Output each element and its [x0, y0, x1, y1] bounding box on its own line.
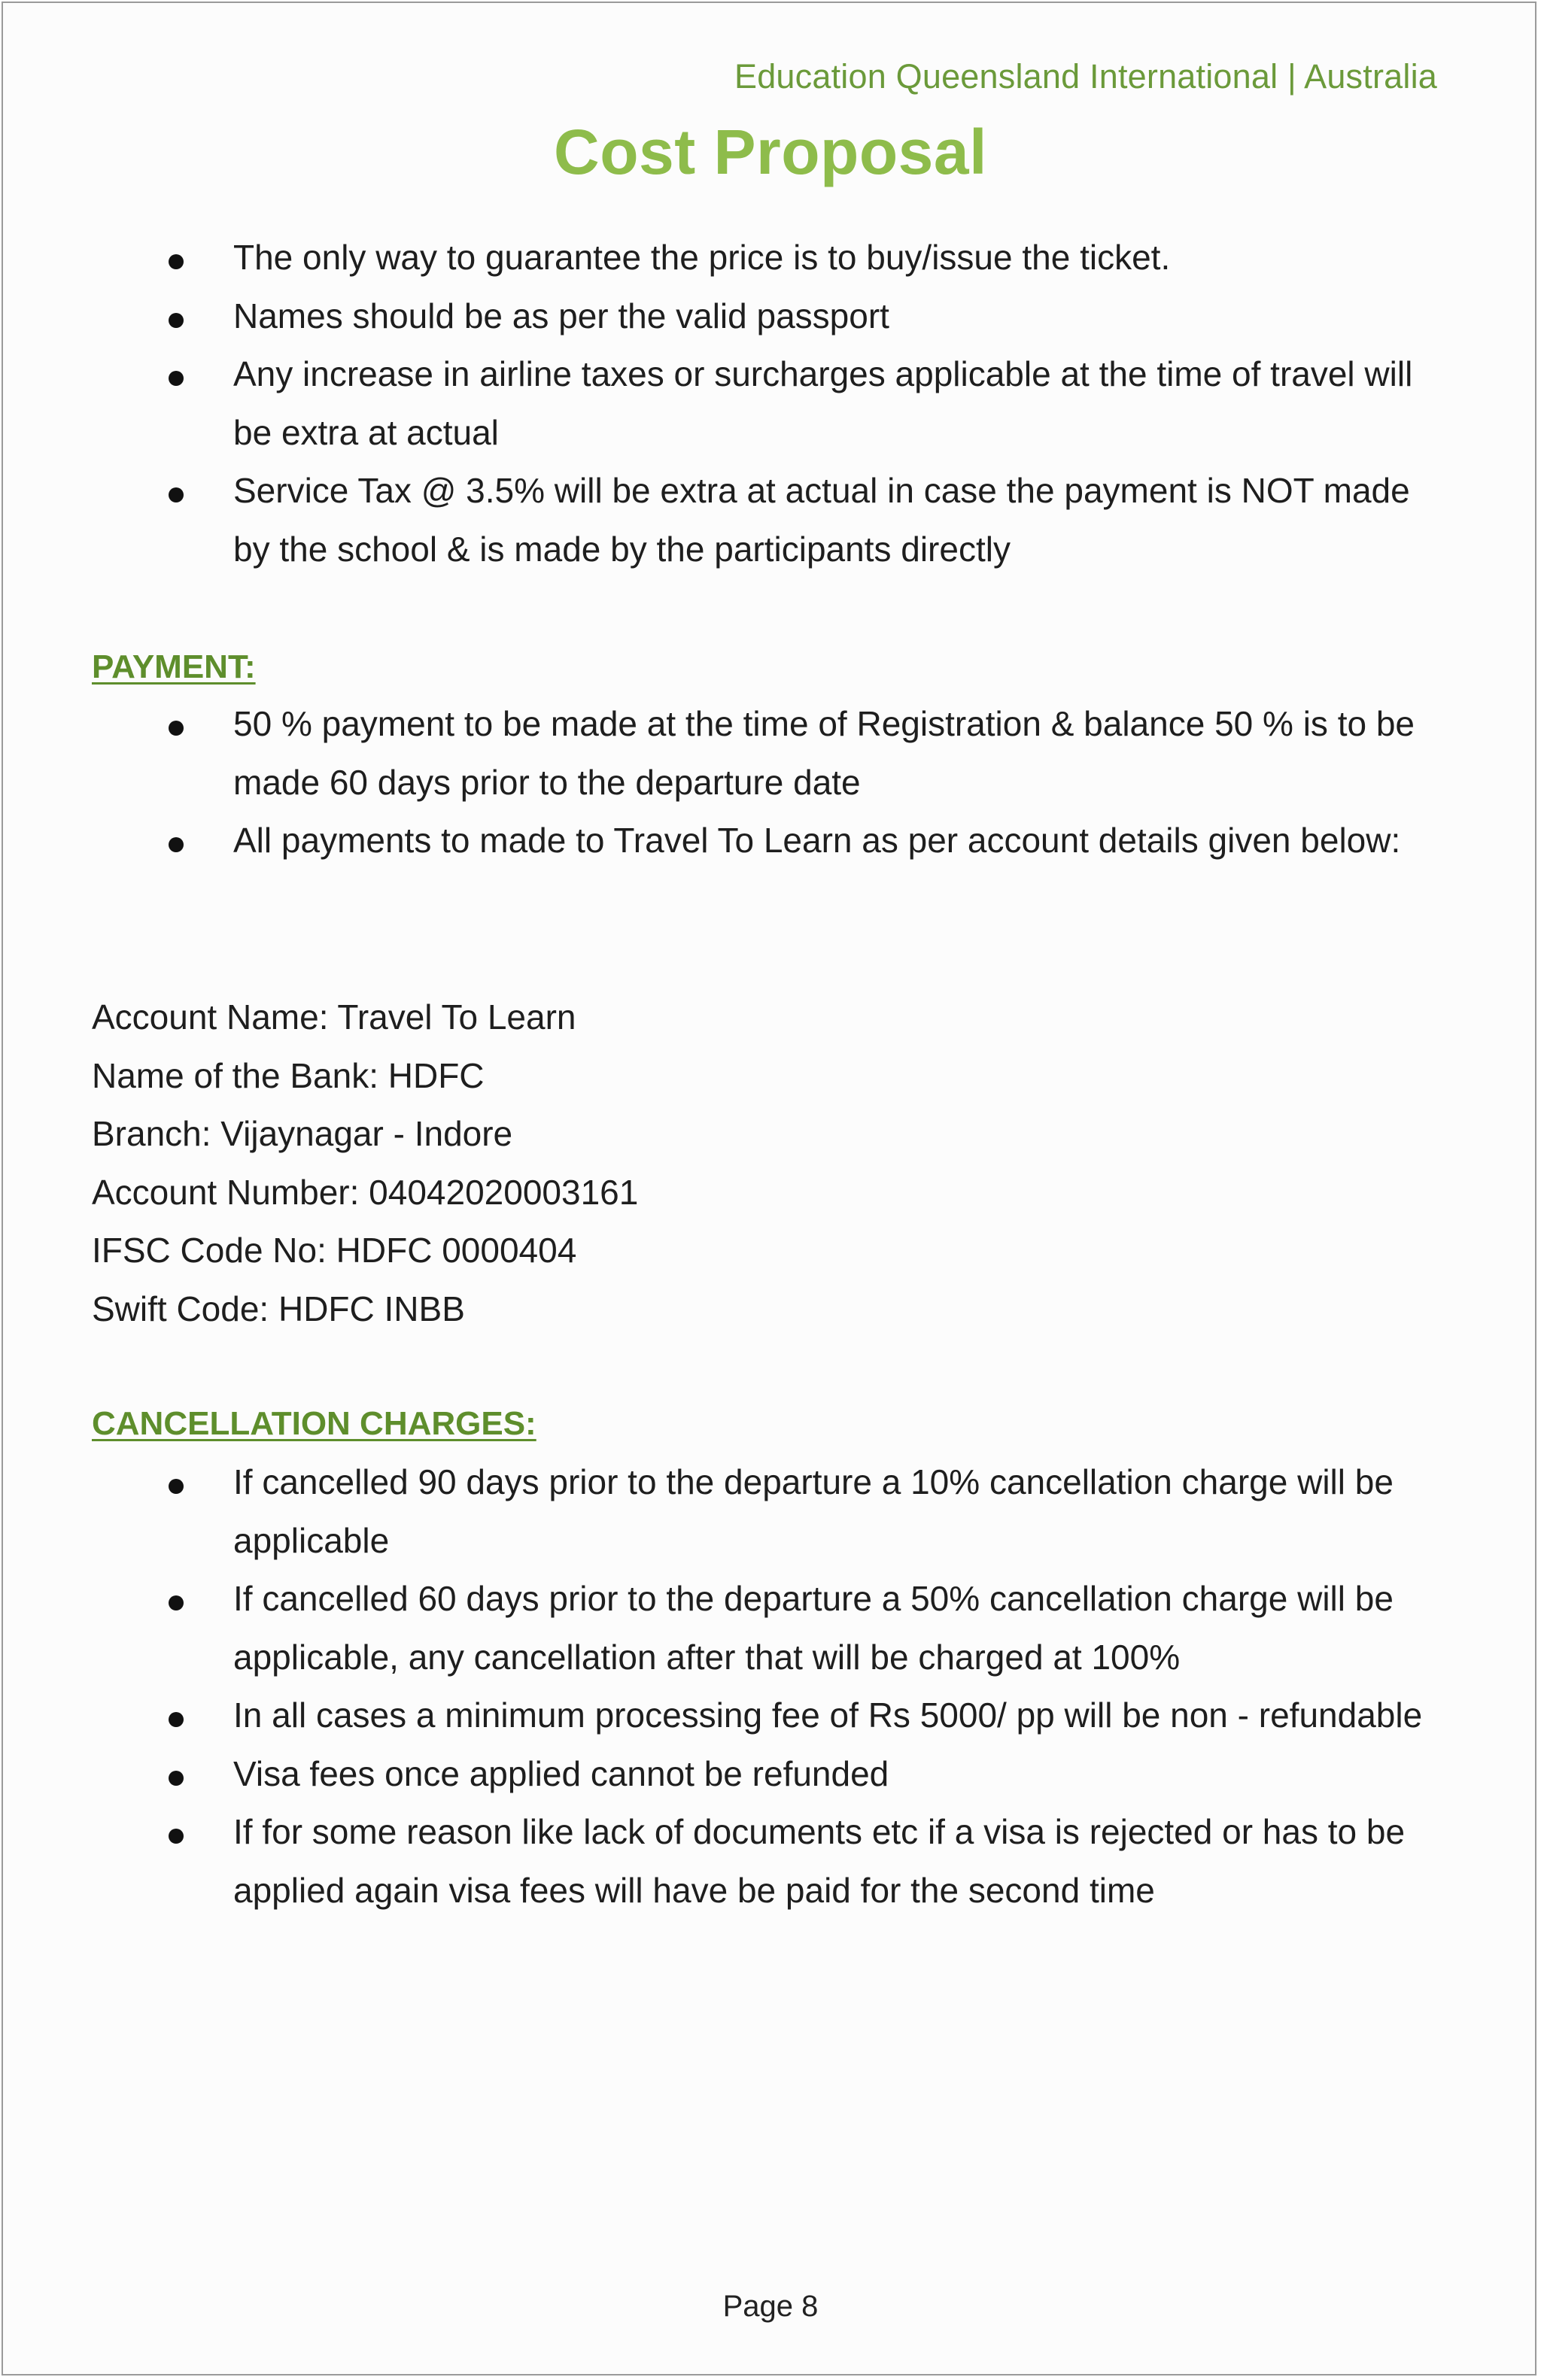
list-item	[3, 462, 1538, 578]
list-item-text: In all cases a minimum processing fee of Rs 5000/ pp will be non - refundable	[233, 1695, 1423, 1735]
branch: Branch: Vijaynagar - Indore	[92, 1114, 513, 1153]
list-item-text: Visa fees once applied cannot be refunded	[233, 1753, 889, 1793]
bullet-icon	[169, 837, 184, 852]
account-name: Account Name: Travel To Learn	[92, 997, 576, 1037]
bank-name: Name of the Bank: HDFC	[92, 1055, 485, 1095]
bullet-icon	[169, 1595, 184, 1610]
list-item-text: Names should be as per the valid passport	[233, 296, 889, 335]
bullet-icon	[169, 487, 184, 502]
list-item-text: If cancelled 60 days prior to the departure a 50% cancellation charge will be applicable, any cancellation after that will be charged at 100%	[233, 1579, 1394, 1677]
list-item	[3, 1570, 1538, 1686]
list-item	[3, 1803, 1538, 1920]
list-item	[3, 812, 1538, 870]
page-title: Cost Proposal	[554, 117, 987, 187]
list-item	[3, 1745, 1538, 1804]
payment-bullet-list	[3, 695, 1538, 870]
cancellation-heading: CANCELLATION CHARGES:	[92, 1405, 536, 1442]
list-item	[3, 287, 1538, 346]
list-item-text: If cancelled 90 days prior to the departure a 10% cancellation charge will be applicable	[233, 1462, 1394, 1560]
intro-bullet-list	[3, 229, 1538, 578]
list-item-text: 50 % payment to be made at the time of Registration & balance 50 % is to be made 60 days prior to the departure date	[233, 704, 1415, 802]
bullet-icon	[169, 371, 184, 386]
list-item-text: All payments to made to Travel To Learn as per account details given below:	[233, 821, 1401, 860]
list-item	[3, 345, 1538, 462]
list-item	[3, 229, 1538, 287]
page-number: Page 8	[722, 2290, 819, 2323]
bullet-icon	[169, 254, 184, 269]
account-number: Account Number: 04042020003161	[92, 1172, 639, 1212]
document-page	[2, 2, 1536, 2375]
bullet-icon	[169, 1712, 184, 1727]
bullet-icon	[169, 1479, 184, 1494]
bullet-icon	[169, 313, 184, 328]
list-item-text: If for some reason like lack of documents etc if a visa is rejected or has to be applied again visa fees will have be paid for the second time	[233, 1812, 1406, 1910]
list-item-text: Any increase in airline taxes or surcharges applicable at the time of travel will be extra at actual	[233, 354, 1413, 452]
bullet-icon	[169, 721, 184, 736]
list-item-text: The only way to guarantee the price is to buy/issue the ticket.	[233, 238, 1171, 277]
swift-code: Swift Code: HDFC INBB	[92, 1289, 465, 1328]
list-item	[3, 695, 1538, 812]
organization-header: Education Queensland International | Australia	[734, 57, 1437, 96]
list-item	[3, 1686, 1538, 1745]
list-item-text: Service Tax @ 3.5% will be extra at actual in case the payment is NOT made by the school & is made by the participants directly	[233, 471, 1410, 569]
account-details	[92, 988, 638, 1338]
bullet-icon	[169, 1771, 184, 1786]
ifsc-code: IFSC Code No: HDFC 0000404	[92, 1231, 577, 1270]
cancellation-bullet-list	[3, 1453, 1538, 1920]
payment-heading: PAYMENT:	[92, 648, 256, 685]
bullet-icon	[169, 1829, 184, 1844]
list-item	[3, 1453, 1538, 1570]
